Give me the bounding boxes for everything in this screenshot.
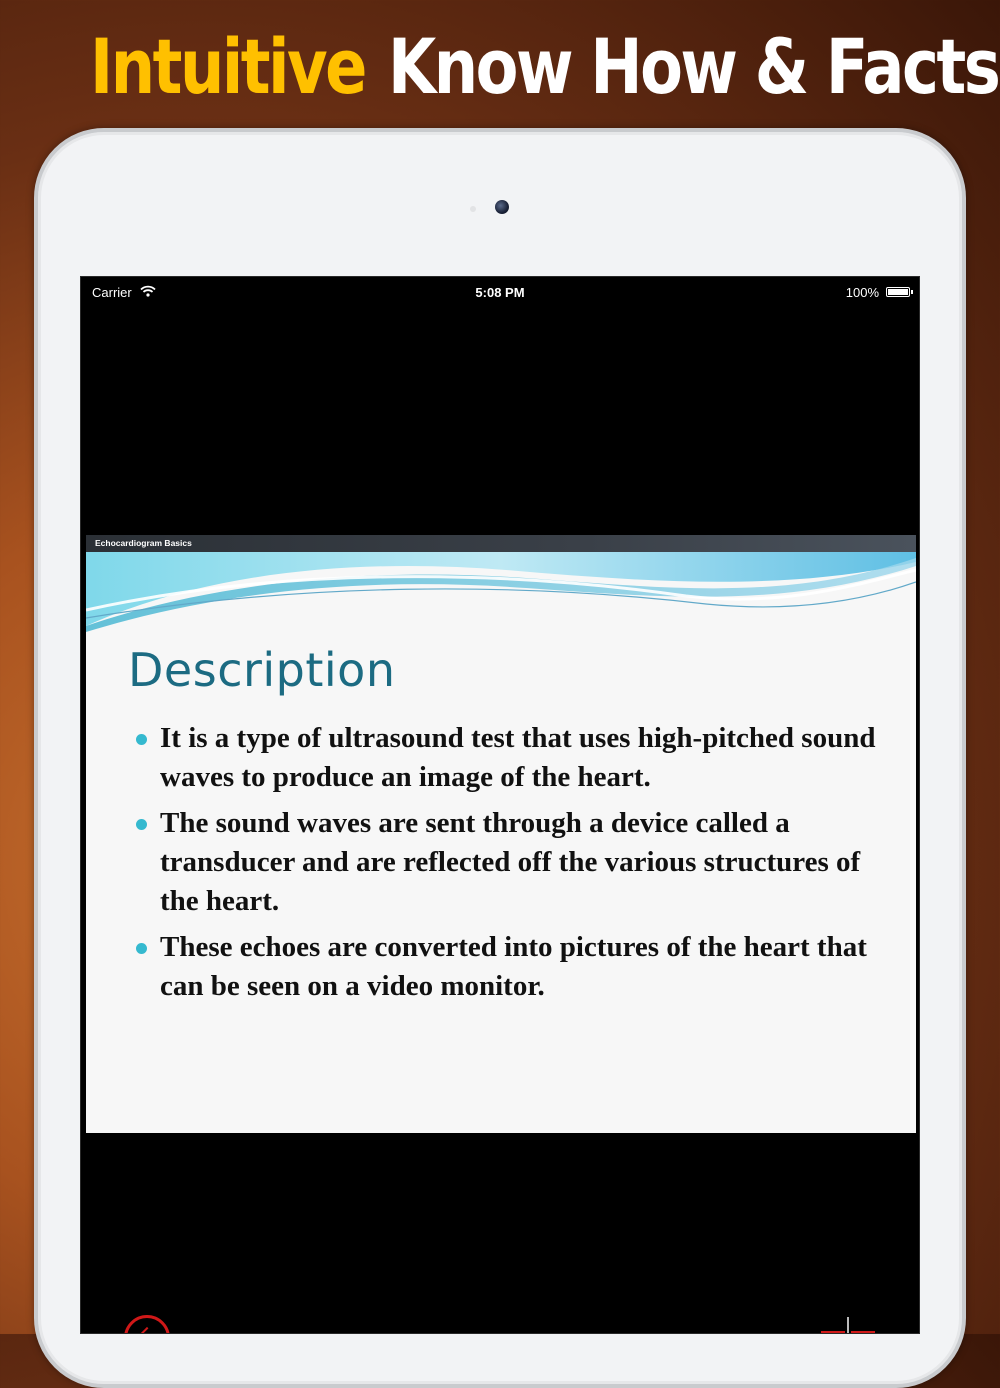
slide-header-label: Echocardiogram Basics xyxy=(95,538,192,548)
menu-icon[interactable] xyxy=(821,1329,877,1334)
battery-icon xyxy=(886,287,910,297)
bullet-dot xyxy=(136,734,147,745)
battery-fill xyxy=(888,289,908,295)
battery-tip xyxy=(911,290,913,294)
slide-image xyxy=(86,535,916,1133)
promo-tagline: Know How & Facts xyxy=(387,22,999,111)
promo-highlight: Intuitive xyxy=(90,22,365,111)
status-bar xyxy=(81,277,919,307)
carrier-label: Carrier xyxy=(92,285,132,300)
battery-percentage: 100% xyxy=(845,285,879,300)
status-time: 5:08 PM xyxy=(475,285,525,300)
bullet-dot xyxy=(136,943,147,954)
back-arrow-icon[interactable] xyxy=(124,1315,170,1334)
slide-bullet xyxy=(136,719,896,797)
menu-divider xyxy=(847,1317,849,1334)
slide-bullet-text: The sound waves are sent through a device called a transducer and are reflected off the various structures of the heart. xyxy=(160,807,861,917)
slide-bullet xyxy=(136,928,896,1006)
camera-icon xyxy=(495,200,509,214)
tablet-sensor xyxy=(470,206,476,212)
tablet-screen xyxy=(80,276,920,1334)
promo-headline xyxy=(90,22,999,111)
slide-heading: Description xyxy=(128,643,396,697)
playback-controls xyxy=(81,1297,919,1334)
slide-bullet-text: It is a type of ultrasound test that uses high-pitched sound waves to produce an image of the heart. xyxy=(160,722,876,793)
chevron-left-icon xyxy=(140,1327,154,1334)
slide-wave-decoration xyxy=(86,552,916,632)
slide-bullet-list xyxy=(136,719,896,1013)
slide-header-bar xyxy=(86,535,916,553)
bullet-dot xyxy=(136,819,147,830)
slide-bullet-text: These echoes are converted into pictures of the heart that can be seen on a video monitor. xyxy=(160,931,867,1002)
slide-bullet xyxy=(136,804,896,921)
